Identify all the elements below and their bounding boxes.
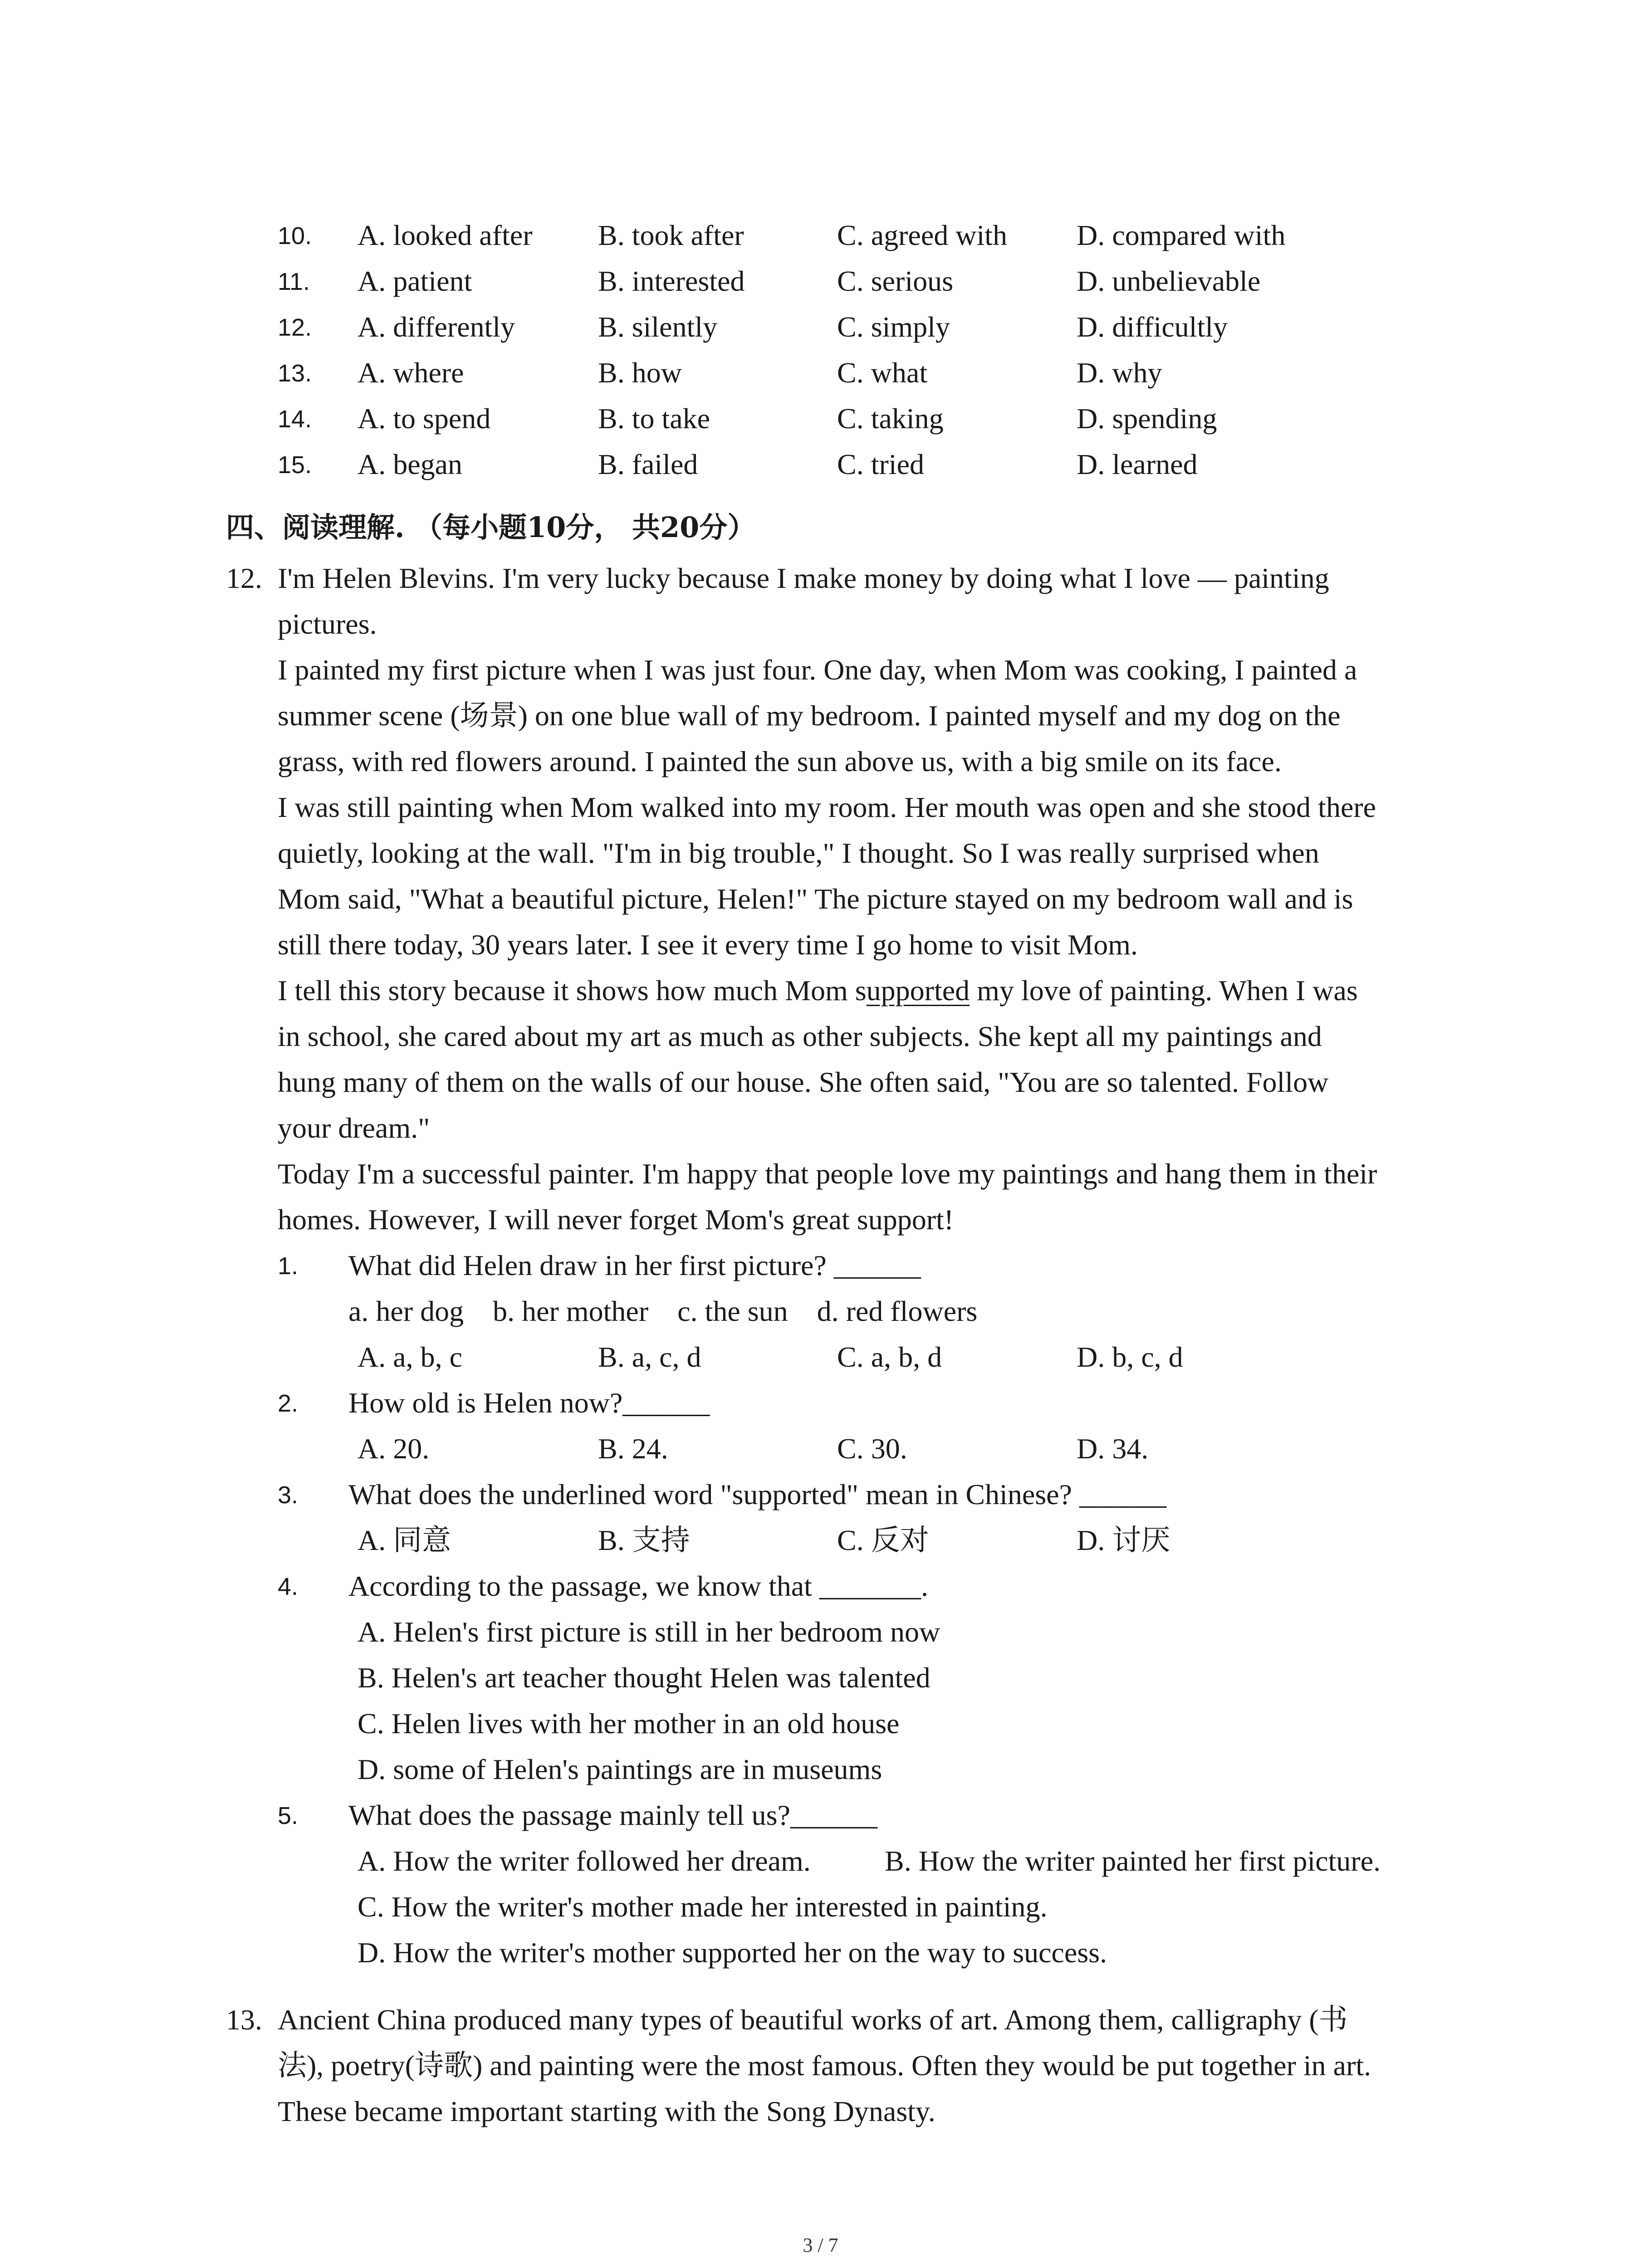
option-d: D. some of Helen's paintings are in museums <box>358 1753 882 1785</box>
option-b: B. to take <box>598 402 710 435</box>
option-c: C. tried <box>837 448 924 480</box>
question-sub-items: a. her dog b. her mother c. the sun d. red flowers <box>348 1295 978 1327</box>
option-row-number: 10. <box>278 222 312 249</box>
passage-line: These became important starting with the Song Dynasty. <box>278 2095 936 2127</box>
option-d: D. b, c, d <box>1077 1341 1183 1373</box>
passage-line: summer scene (场景) on one blue wall of my bedroom. I painted myself and my dog on the <box>278 699 1341 732</box>
passage-text: I tell this story because it shows how much Mom s <box>278 974 867 1007</box>
passage-number: 13. <box>226 2004 262 2036</box>
passage-line: I painted my first picture when I was just four. One day, when Mom was cooking, I painted a <box>278 654 1357 686</box>
passage-number: 12. <box>226 562 262 594</box>
option-a: A. patient <box>358 265 472 297</box>
passage-line: I'm Helen Blevins. I'm very lucky because I make money by doing what I love — painting <box>278 562 1329 594</box>
underlined-word-supported: upported <box>866 974 970 1007</box>
passage-line: grass, with red flowers around. I painted the sun above us, with a big smile on its face. <box>278 745 1282 777</box>
option-a: A. differently <box>358 311 515 343</box>
option-b: B. how <box>598 357 682 389</box>
page-number: 3 / 7 <box>803 2234 838 2256</box>
option-d: D. learned <box>1077 448 1198 480</box>
option-b: B. a, c, d <box>598 1341 701 1373</box>
section-heading: 四、阅读理解. （每小题10分， 共20分） <box>226 511 756 544</box>
passage-line: in school, she cared about my art as much as other subjects. She kept all my paintings and <box>278 1020 1322 1052</box>
option-b: B. 24. <box>598 1432 668 1465</box>
option-a: A. 20. <box>358 1432 430 1465</box>
option-c: C. serious <box>837 265 953 297</box>
question-number: 3. <box>278 1481 299 1509</box>
passage-line: homes. However, I will never forget Mom's great support! <box>278 1203 954 1236</box>
option-c: C. 反对 <box>837 1524 929 1556</box>
passage-line: Ancient China produced many types of beautiful works of art. Among them, calligraphy (书 <box>278 2004 1348 2036</box>
option-c: C. 30. <box>837 1432 907 1465</box>
option-b: B. Helen's art teacher thought Helen was talented <box>358 1662 931 1694</box>
question-text: What does the underlined word "supported" mean in Chinese? ______ <box>348 1478 1166 1510</box>
option-a: A. Helen's first picture is still in her bedroom now <box>358 1616 941 1648</box>
option-c: C. Helen lives with her mother in an old house <box>358 1707 900 1740</box>
question-number: 4. <box>278 1573 299 1600</box>
option-b: B. took after <box>598 219 744 251</box>
question-number: 5. <box>278 1802 299 1829</box>
passage-line: pictures. <box>278 608 377 640</box>
option-row-number: 13. <box>278 360 312 387</box>
option-row-number: 11. <box>278 268 310 295</box>
passage-line: Mom said, "What a beautiful picture, Helen!" The picture stayed on my bedroom wall and is <box>278 883 1353 915</box>
option-d: D. difficultly <box>1077 311 1228 343</box>
question-text: How old is Helen now?______ <box>348 1387 710 1419</box>
question-number: 1. <box>278 1252 299 1280</box>
passage-line: your dream." <box>278 1112 430 1144</box>
option-c: C. what <box>837 357 928 389</box>
passage-line: Today I'm a successful painter. I'm happy that people love my paintings and hang them in their <box>278 1158 1377 1190</box>
option-d: D. why <box>1077 357 1162 389</box>
option-d: D. compared with <box>1077 219 1286 251</box>
option-d: D. 34. <box>1077 1432 1149 1465</box>
option-b: B. failed <box>598 448 698 480</box>
question-number: 2. <box>278 1390 299 1417</box>
passage-line: quietly, looking at the wall. "I'm in big trouble," I thought. So I was really surprised when <box>278 837 1319 869</box>
option-d: D. unbelievable <box>1077 265 1261 297</box>
option-a: A. a, b, c <box>358 1341 463 1373</box>
option-b: B. silently <box>598 311 718 343</box>
passage-line: hung many of them on the walls of our house. She often said, "You are so talented. Follow <box>278 1066 1329 1098</box>
option-c: C. a, b, d <box>837 1341 942 1373</box>
option-b: B. How the writer painted her first picture. <box>885 1845 1381 1877</box>
passage-13-text <box>278 1997 1371 2134</box>
passage-12-text <box>278 555 1377 1242</box>
question-text: According to the passage, we know that _______. <box>348 1570 928 1602</box>
option-b: B. 支持 <box>598 1524 690 1556</box>
option-c: C. How the writer's mother made her interested in painting. <box>358 1891 1048 1923</box>
option-row-number: 12. <box>278 314 312 341</box>
option-a: A. where <box>358 357 464 389</box>
option-d: D. spending <box>1077 402 1217 435</box>
option-c: C. agreed with <box>837 219 1007 251</box>
option-a: A. began <box>358 448 463 480</box>
option-c: C. simply <box>837 311 950 343</box>
passage-line <box>278 968 1377 1013</box>
question-text: What does the passage mainly tell us?______ <box>348 1799 877 1831</box>
passage-line: still there today, 30 years later. I see it every time I go home to visit Mom. <box>278 929 1138 961</box>
option-b: B. interested <box>598 265 745 297</box>
question-text: What did Helen draw in her first picture? ______ <box>348 1249 921 1281</box>
option-a: A. How the writer followed her dream. <box>358 1845 811 1877</box>
option-a: A. looked after <box>358 219 533 251</box>
option-d: D. 讨厌 <box>1077 1524 1171 1556</box>
option-row-number: 15. <box>278 451 312 479</box>
option-row-number: 14. <box>278 406 312 433</box>
passage-line: I was still painting when Mom walked into my room. Her mouth was open and she stood there <box>278 791 1376 823</box>
passage-text: my love of painting. When I was <box>970 974 1358 1007</box>
option-a: A. 同意 <box>358 1524 451 1556</box>
option-c: C. taking <box>837 402 944 435</box>
passage-line: 法), poetry(诗歌) and painting were the most famous. Often they would be put together in art. <box>278 2049 1372 2082</box>
option-a: A. to spend <box>358 402 491 435</box>
option-d: D. How the writer's mother supported her on the way to success. <box>358 1936 1107 1969</box>
